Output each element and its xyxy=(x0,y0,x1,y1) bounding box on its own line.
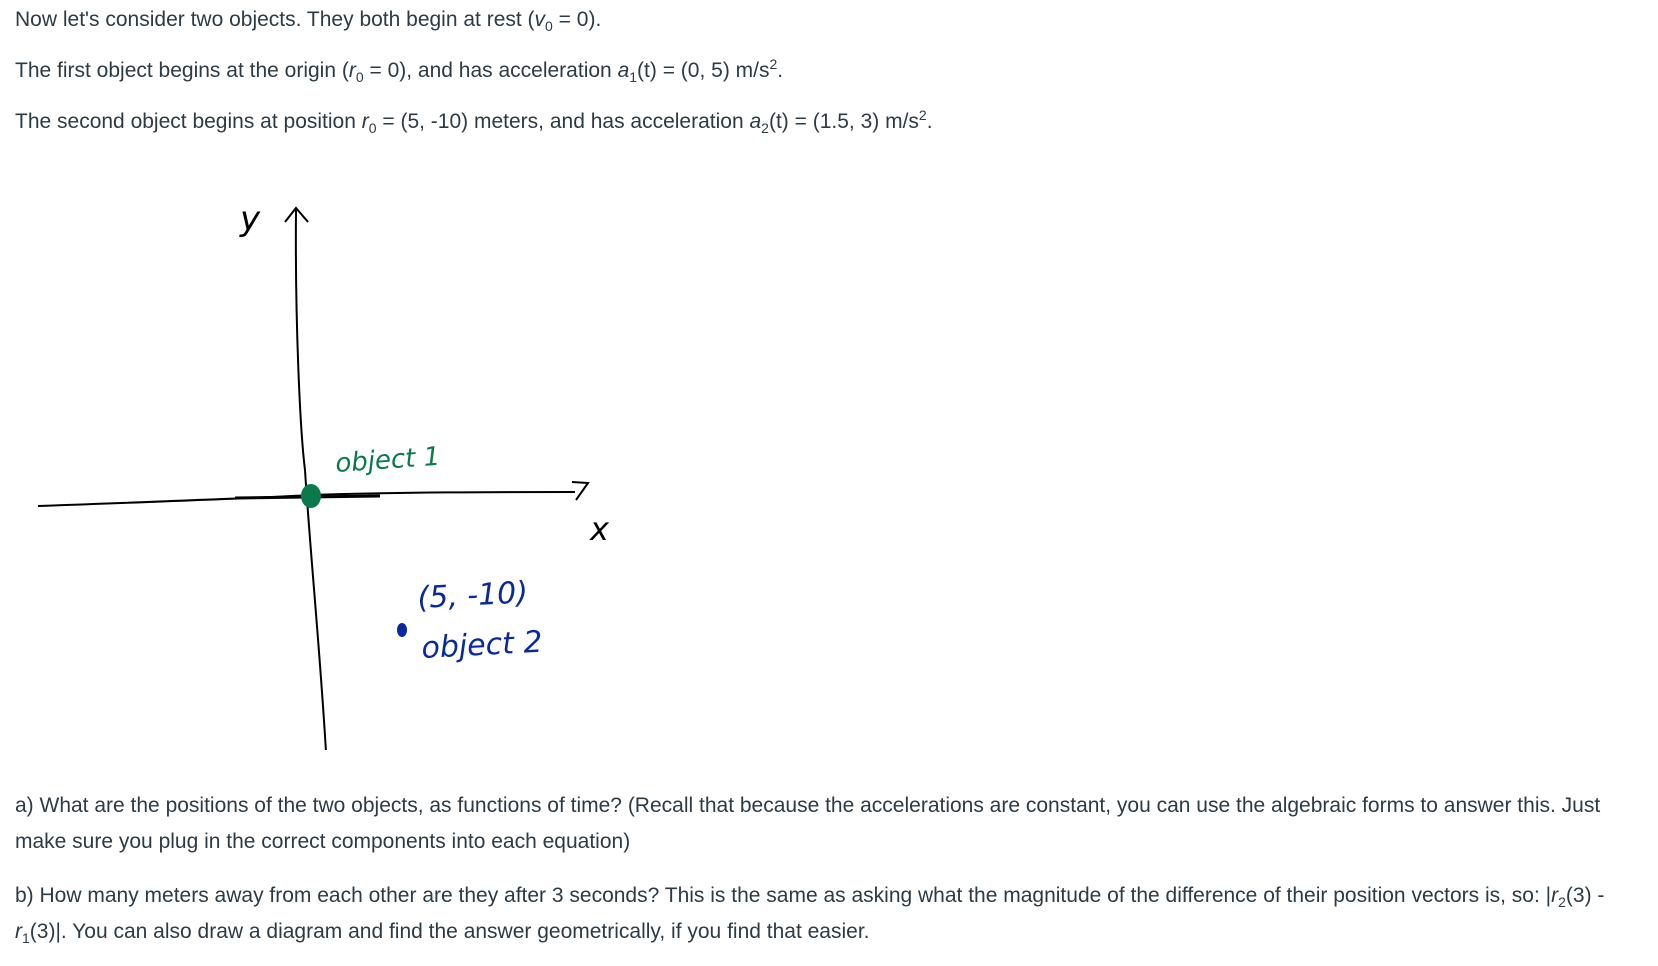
coordinate-diagram xyxy=(0,170,700,750)
object2-coords: (5, -10) xyxy=(416,575,529,616)
question-a: a) What are the positions of the two objects, as functions of time? (Recall that because the accelerations are constant, you can use the algebraic forms to answer this. Just make sure you plug in the correct components into each equation) xyxy=(15,794,1601,853)
object1-label: object 1 xyxy=(334,441,442,479)
question-b: b) How many meters away from each other are they after 3 seconds? This is the same as asking what the magnitude of the difference of their position vectors is, so: $|r_2(3) - r_1(3)|$. You can also draw a diagram and find the answer geometrically, if you find that easier. xyxy=(15,884,1605,947)
second-object-text: The second object begins at position $r_0 = (5$, -10) meters, and has acceleration $a_2(t) = (1.5$, 3) $m/s^2$. xyxy=(15,107,933,137)
object2-dot xyxy=(397,623,407,637)
x-axis-arrowhead xyxy=(572,482,588,500)
x-axis-label: x xyxy=(590,510,609,548)
intro-text: Now let's consider two objects. They both begin at rest $(v_0 = 0)$. xyxy=(15,8,602,35)
first-object-text: The first object begins at the origin $(r_0 = 0)$, and has acceleration $a_1(t) = (0$, 5) $m/s^2$. xyxy=(15,56,784,86)
y-axis xyxy=(296,210,326,750)
object2-label: object 2 xyxy=(420,624,544,666)
y-axis-label: y xyxy=(240,199,261,239)
object1-dot xyxy=(301,484,321,508)
